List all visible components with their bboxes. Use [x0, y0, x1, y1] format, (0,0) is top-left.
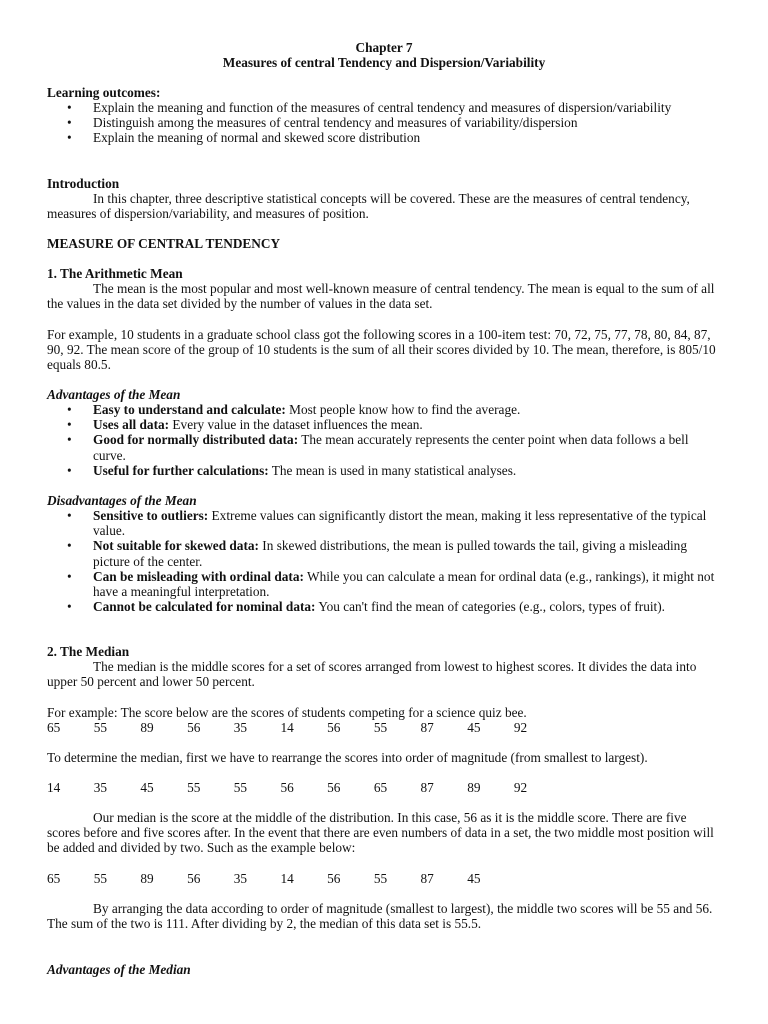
- score-value: 92: [513, 720, 528, 735]
- mean-text: The mean is the most popular and most well-known measure of central tendency. The mean is equal to the sum of all the values in the data set divided by the number of values in the data set.: [47, 281, 715, 312]
- score-value: 14: [280, 720, 294, 735]
- score-value: 65: [47, 871, 61, 886]
- list-item: • Explain the meaning and function of the measures of central tendency and measures of dispersion/variability: [47, 100, 722, 115]
- score-value: 45: [467, 720, 481, 735]
- mean-advantages-heading: Advantages of the Mean: [47, 387, 181, 402]
- list-item: • Sensitive to outliers: Extreme values can significantly distort the mean, making it less representative of the typical value.: [47, 508, 722, 538]
- median-example-intro: For example: The score below are the scores of students competing for a science quiz bee.: [47, 705, 527, 720]
- mean-example: For example, 10 students in a graduate school class got the following scores in a 100-item test: 70, 72, 75, 77, 78, 80, 84, 87, 90, 92. The mean score of the group of 10 students is the sum of all their scores divided by 10. The mean, therefore, is 805/10 equals 80.5.: [47, 327, 716, 373]
- score-value: 56: [187, 720, 201, 735]
- score-value: 35: [233, 871, 248, 886]
- score-value: 55: [373, 871, 388, 886]
- score-value: 56: [327, 720, 341, 735]
- list-item: • Useful for further calculations: The mean is used in many statistical analyses.: [47, 463, 722, 478]
- median-explain: Our median is the score at the middle of the distribution. In this case, 56 as it is the middle score. There are five scores before and five scores after. In the event that there are even numbers of data in a set, the two middle most position will be added and divided by two. Such as the example below:: [47, 810, 714, 856]
- sorted-scores-row: [47, 780, 722, 795]
- mean-heading: 1. The Arithmetic Mean: [47, 266, 183, 281]
- score-value: 56: [327, 780, 341, 795]
- learning-list: [47, 100, 722, 146]
- score-value: 89: [467, 780, 481, 795]
- mean-disadvantages-list: [47, 508, 722, 614]
- score-value: 14: [280, 871, 294, 886]
- chapter-title: Measures of central Tendency and Dispersion/Variability: [222, 55, 546, 70]
- list-item: • Can be misleading with ordinal data: While you can calculate a mean for ordinal data (e.g., rankings), it might not have a meaningful interpretation.: [47, 569, 722, 599]
- score-value: 55: [233, 780, 248, 795]
- intro-heading: Introduction: [47, 176, 120, 191]
- list-item: • Explain the meaning of normal and skewed score distribution: [47, 130, 722, 145]
- mean-disadvantages-heading: Disadvantages of the Mean: [47, 493, 197, 508]
- learning-heading: Learning outcomes:: [47, 85, 161, 100]
- score-value: 65: [373, 780, 388, 795]
- score-value: 55: [93, 871, 107, 886]
- score-value: 89: [140, 871, 154, 886]
- list-item: • Distinguish among the measures of central tendency and measures of variability/dispersion: [47, 115, 722, 130]
- median-heading: 2. The Median: [47, 644, 130, 659]
- score-value: 56: [280, 780, 294, 795]
- median-rearrange: To determine the median, first we have to rearrange the scores into order of magnitude (from smallest to largest).: [47, 750, 648, 765]
- score-value: 45: [467, 871, 481, 886]
- score-value: 45: [140, 780, 154, 795]
- score-value: 35: [93, 780, 107, 795]
- score-value: 55: [93, 720, 107, 735]
- section-heading: MEASURE OF CENTRAL TENDENCY: [47, 236, 281, 251]
- mean-advantages-list: [47, 402, 722, 478]
- list-item: • Cannot be calculated for nominal data: You can't find the mean of categories (e.g., colors, types of fruit).: [47, 599, 722, 614]
- scores-row: [47, 720, 722, 735]
- score-value: 92: [513, 780, 528, 795]
- score-value: 87: [420, 720, 434, 735]
- score-value: 55: [373, 720, 388, 735]
- score-value: 65: [47, 720, 61, 735]
- score-value: 87: [420, 871, 434, 886]
- median-advantages-heading: Advantages of the Median: [47, 962, 191, 977]
- median-text: The median is the middle scores for a set of scores arranged from lowest to highest scores. It divides the data into upper 50 percent and lower 50 percent.: [47, 659, 697, 690]
- list-item: • Not suitable for skewed data: In skewed distributions, the mean is pulled towards the tail, giving a misleading picture of the center.: [47, 538, 722, 568]
- list-item: • Easy to understand and calculate: Most people know how to find the average.: [47, 402, 722, 417]
- score-value: 89: [140, 720, 154, 735]
- list-item: • Good for normally distributed data: The mean accurately represents the center point when data follows a bell curve.: [47, 432, 722, 462]
- score-value: 87: [420, 780, 434, 795]
- score-value: 56: [187, 871, 201, 886]
- chapter-label: Chapter 7: [355, 40, 413, 55]
- even-scores-row: [47, 871, 722, 886]
- median-arranging: By arranging the data according to order of magnitude (smallest to largest), the middle two scores will be 55 and 56. The sum of the two is 111. After dividing by 2, the median of this data set is 55.5.: [47, 901, 713, 932]
- score-value: 56: [327, 871, 341, 886]
- list-item: • Uses all data: Every value in the dataset influences the mean.: [47, 417, 722, 432]
- intro-text: In this chapter, three descriptive statistical concepts will be covered. These are the measures of central tendency, measures of dispersion/variability, and measures of position.: [47, 191, 690, 222]
- score-value: 55: [187, 780, 201, 795]
- score-value: 35: [233, 720, 248, 735]
- score-value: 14: [47, 780, 61, 795]
